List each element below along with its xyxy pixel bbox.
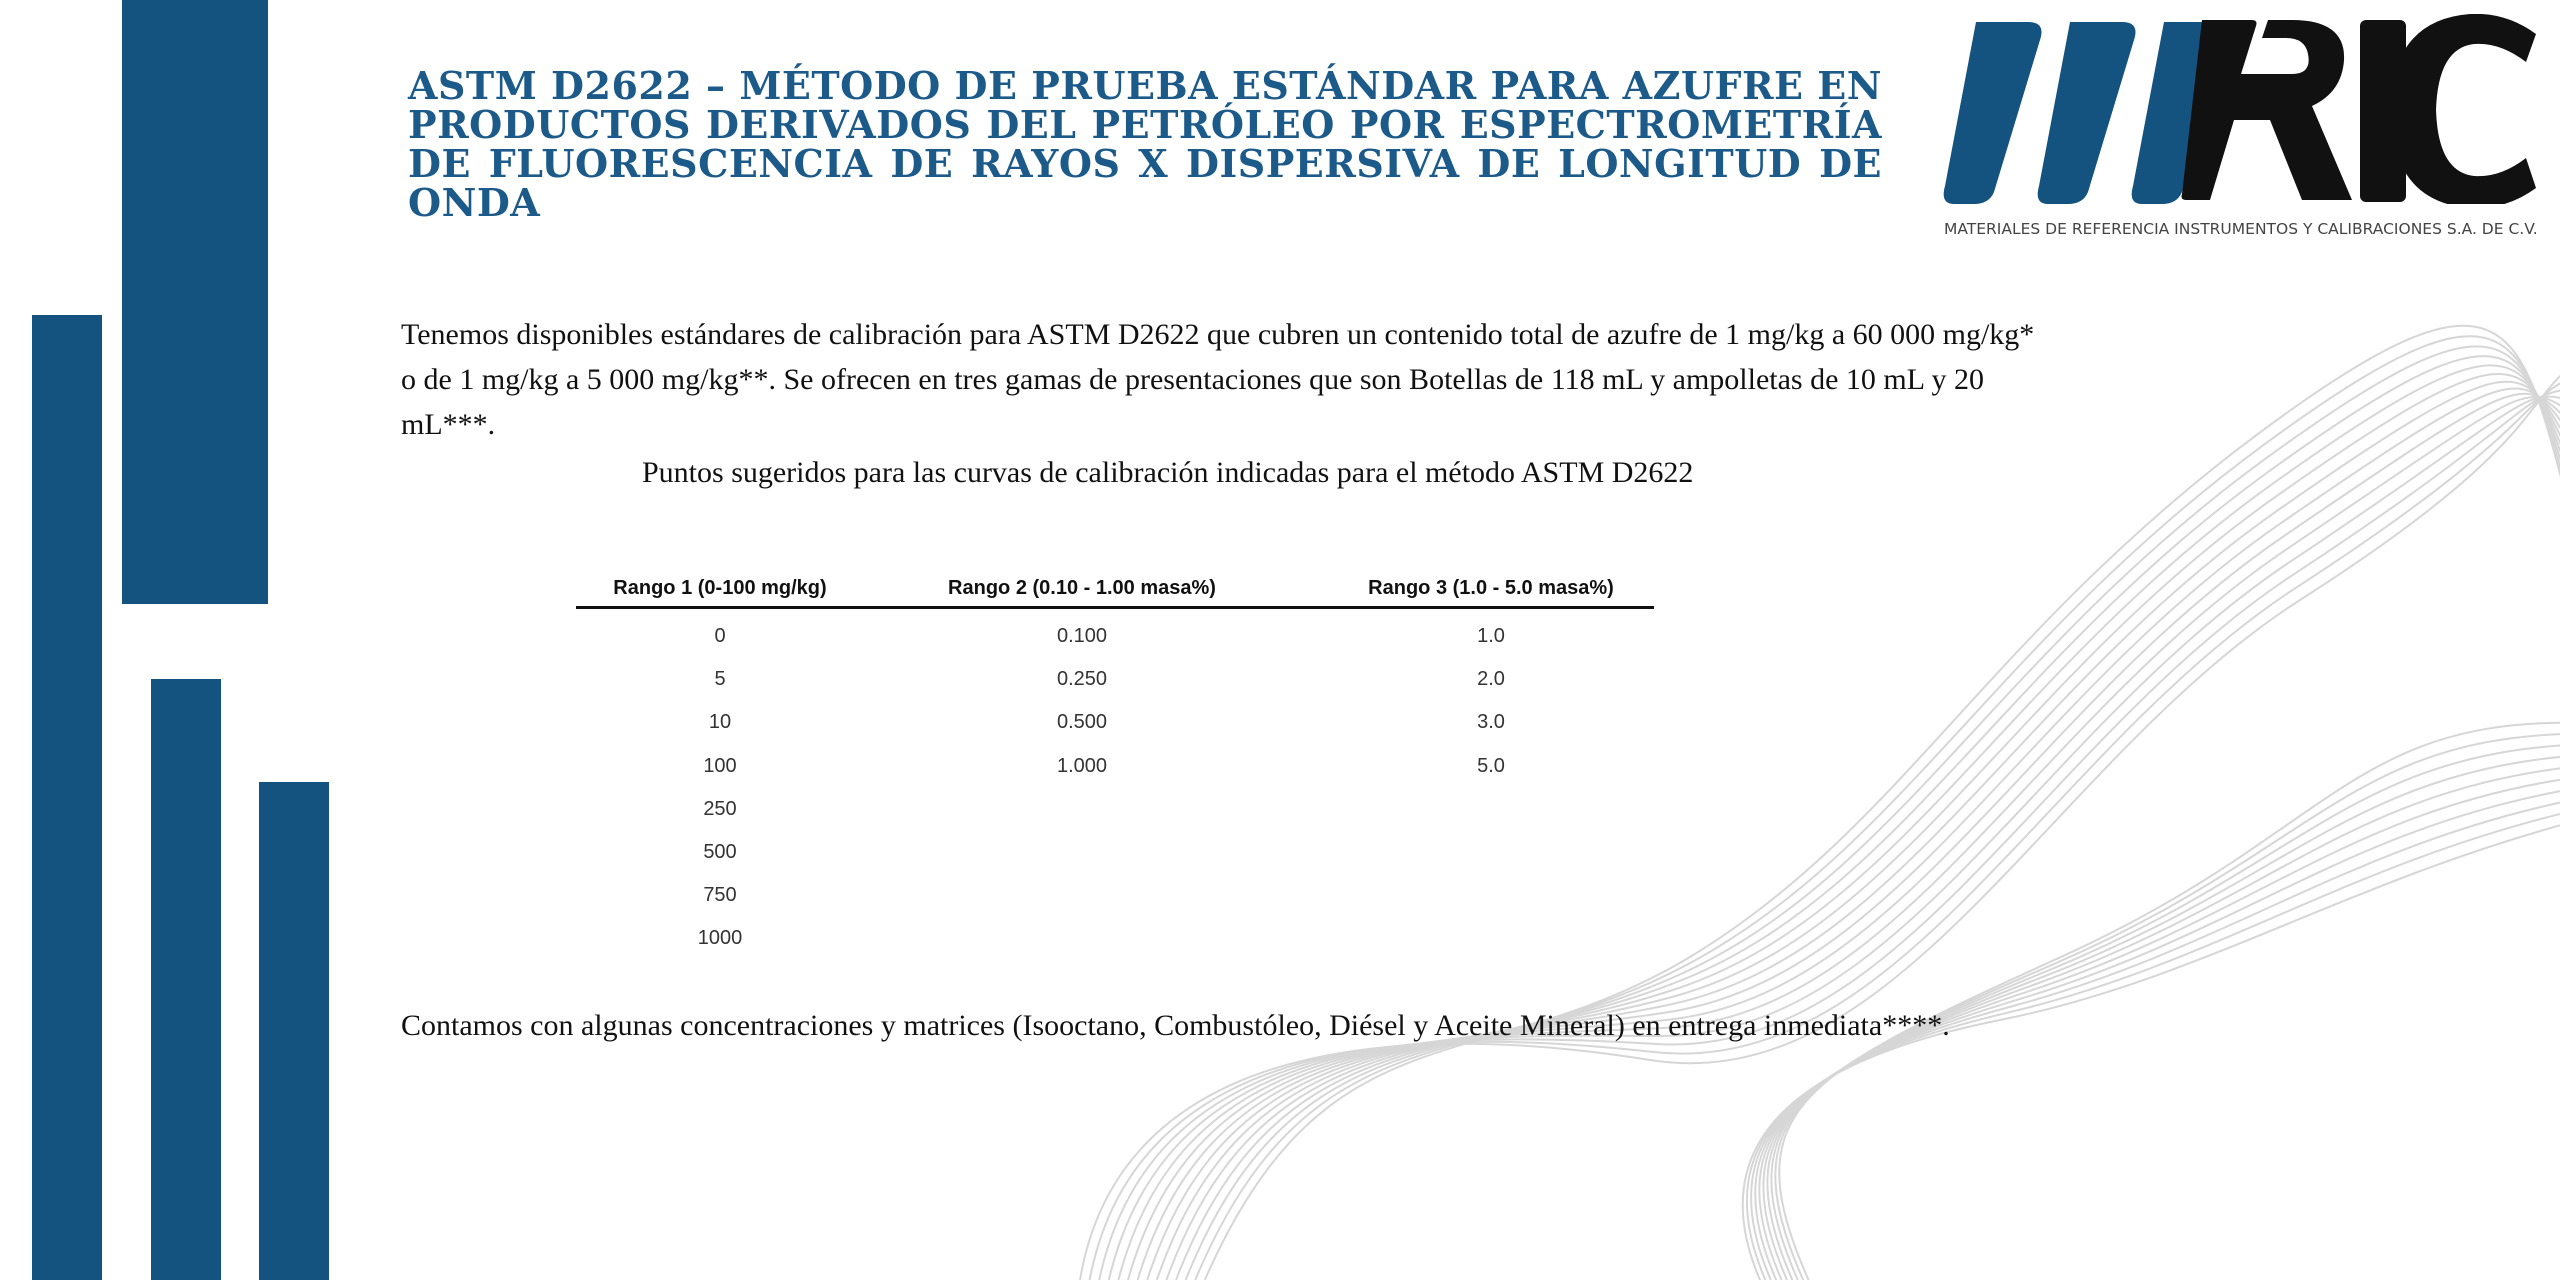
logo-mark-icon	[1940, 14, 2540, 204]
table-cell: 1.000	[1056, 754, 1108, 777]
table-cell: 0	[714, 625, 726, 647]
decorative-bar-right	[259, 782, 329, 1280]
closing-paragraph: Contamos con algunas concentraciones y matrices (Isooctano, Combustóleo, Diésel y Aceite Mineral) en entrega inmediata****.	[401, 1009, 1950, 1042]
table-cell: 1000	[697, 927, 743, 950]
decorative-bar-mid	[151, 679, 221, 1280]
table-cell: 5	[714, 668, 726, 691]
wave-line	[1743, 820, 2560, 1280]
wave-line	[1157, 374, 2560, 1280]
wave-line	[1779, 723, 2560, 1280]
wave-line	[1080, 360, 2560, 1280]
wave-line	[1109, 397, 2560, 1280]
table-cell: 0.500	[1056, 711, 1108, 734]
table-cell: 0.250	[1056, 668, 1108, 691]
table-header	[576, 574, 1654, 609]
logo-tagline: MATERIALES DE REFERENCIA INSTRUMENTOS Y CALIBRACIONES S.A. DE C.V.	[1944, 220, 2538, 238]
table-cell: 10	[708, 711, 732, 734]
intro-paragraph: Tenemos disponibles estándares de calibración para ASTM D2622 que cubren un contenido total de azufre de 1 mg/kg a 60 000 mg/kg* o de 1 mg/kg a 5 000 mg/kg**. Se ofrecen en tres gamas de presentaciones que son Botellas de 118 mL y ampolletas de 10 mL y 20 mL***.	[401, 318, 2035, 441]
table-cell: 2.0	[1477, 668, 1505, 691]
wave-line	[1166, 365, 2560, 1280]
wave-line	[1090, 374, 2560, 1280]
table-cell: 5.0	[1477, 754, 1505, 777]
table-cell: 250	[703, 797, 737, 820]
column-header-rango-3: Rango 3 (1.0 - 5.0 masa%)	[1368, 577, 1614, 599]
column-header-rango-1: Rango 1 (0-100 mg/kg)	[613, 577, 827, 599]
table-cell: 0.100	[1056, 625, 1108, 647]
wave-line	[1147, 382, 2560, 1280]
table-cell: 1.0	[1477, 625, 1505, 647]
table-cell: 3.0	[1477, 711, 1505, 734]
column-rango-3	[1477, 615, 1505, 788]
company-logo	[1940, 14, 2540, 244]
table-cell: 500	[703, 840, 737, 863]
decorative-bar-tall	[122, 0, 268, 604]
decorative-bar-left	[32, 315, 102, 1280]
column-rango-1	[698, 615, 743, 961]
table-cell: 100	[703, 754, 737, 777]
wave-line	[1118, 397, 2560, 1280]
table-caption: Puntos sugeridos para las curvas de calibración indicadas para el método ASTM D2622	[642, 456, 1694, 489]
page-title: ASTM D2622 – MÉTODO DE PRUEBA ESTÁNDAR PARA AZUFRE EN PRODUCTOS DERIVADOS DEL PETRÓLEO POR ESPECTROMETRÍA DE FLUORESCENCIA DE RAYOS X DISPERSIVA DE LONGITUD DE ONDA	[408, 63, 1882, 225]
table-cell: 750	[703, 884, 737, 907]
calibration-points-table	[576, 574, 1654, 950]
column-header-rango-2: Rango 2 (0.10 - 1.00 masa%)	[948, 577, 1216, 599]
column-rango-2	[1057, 615, 1107, 788]
wave-line	[1099, 389, 2560, 1280]
